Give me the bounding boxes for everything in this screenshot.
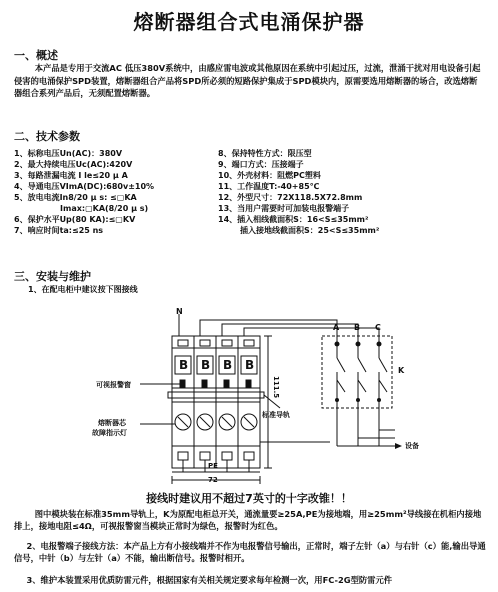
spec-item: 3、每路泄漏电流 I le≤20 μ A: [14, 171, 128, 180]
module-letter: B: [179, 358, 189, 372]
spec-item: 1、标称电压Un(AC)：380V: [14, 149, 123, 158]
module-letter: B: [201, 358, 211, 372]
n-label: N: [176, 307, 183, 316]
spec-item: 7、响应时间ta:≤25 ns: [14, 226, 104, 235]
phase-a-label: A: [333, 323, 340, 332]
fault-indicator-label: 故障指示灯: [92, 429, 127, 437]
k-label: K: [398, 366, 405, 375]
spec-item: 13、当用户需要时可加装电报警端子: [218, 204, 350, 213]
screwdriver-warning: 接线时建议用不超过7英寸的十字改锥！！: [146, 492, 352, 505]
phase-b-label: B: [354, 323, 361, 332]
module-letter: B: [245, 358, 255, 372]
spec-item: 2、最大持续电压Uc(AC):420V: [14, 160, 133, 169]
fuse-core-label: 熔断器芯: [98, 419, 126, 427]
rail-label: 标准导轨: [262, 411, 290, 419]
spec-item: 11、工作温度T:-40+85℃: [218, 182, 320, 191]
alarm-window-label: 可视报警窗: [96, 381, 131, 389]
section2-heading: 二、技术参数: [14, 130, 80, 143]
section3-sub: 1、在配电柜中建议按下图接线: [28, 285, 138, 294]
section1-heading: 一、概述: [14, 49, 58, 62]
spec-item: 5、放电电流In8/20 μ s: ≤▢KA: [14, 193, 137, 202]
section1-body: 本产品是专用于交流AC 低压380V系统中，由感应雷电波或其他原因在系统中引起过压，过流，泄涌干扰对用电设备引起侵害的电涌保护SPD装置，熔断器组合产品将SPD所必须的短路保护集成于SPD模块内，原需要选用熔断器的场合，改选熔断器组合系列产品后，无须配置熔断器。: [14, 63, 481, 98]
height-dimension: 111.5: [272, 376, 280, 399]
width-dimension: 72: [208, 476, 218, 484]
module-letter: B: [223, 358, 233, 372]
spec-item: 6、保护水平Up(80 KA):≤▢KV: [14, 215, 136, 224]
note-1: 图中模块装在标准35mm导轨上，K为原配电柜总开关，通流量要≥25A,PE为接地端，用≥25mm²导线接在机柜内接地排上，接地电阻≤4Ω，可视报警窗当模块正常时为绿色，报警时为红色。: [14, 509, 482, 531]
spec-item: 4、导通电压VImA(DC):680v±10%: [14, 182, 155, 191]
note-2: 2、电报警端子接线方法：本产品上方有小接线端并不作为电报警信号输出，正常时，端子左针（a）与右针（c）能,输出导通信号，中针（b）与左针（a）不能，输出断信号。报警时相开。: [14, 541, 486, 563]
spec-item: 14、插入相线截面积S：16<S≤35mm²: [218, 215, 369, 224]
spec-item: Imax:▢KA(8/20 μ s): [60, 204, 149, 213]
spec-item: 插入接地线截面积S：25<S≤35mm²: [240, 226, 380, 235]
phase-c-label: C: [375, 323, 381, 332]
device-label: 设备: [405, 442, 419, 450]
spec-left-column: [14, 148, 154, 236]
pe-label: PE: [208, 462, 218, 470]
wiring-diagram: [0, 296, 498, 486]
spec-item: 10、外壳材料：阻燃PC塑料: [218, 171, 321, 180]
spec-item: 12、外型尺寸：72X118.5X72.8mm: [218, 193, 363, 202]
spec-item: 8、保持特性方式：限压型: [218, 149, 312, 158]
note-3: 3、维护本装置采用优质防雷元件，根据国家有关相关规定要求每年检测一次，用FC-2G型防雷元件: [26, 575, 393, 585]
page-title: 熔断器组合式电涌保护器: [133, 10, 365, 34]
section3-heading: 三、安装与维护: [14, 270, 91, 283]
spec-right-column: [218, 148, 379, 236]
spec-item: 9、端口方式：压接端子: [218, 160, 304, 169]
